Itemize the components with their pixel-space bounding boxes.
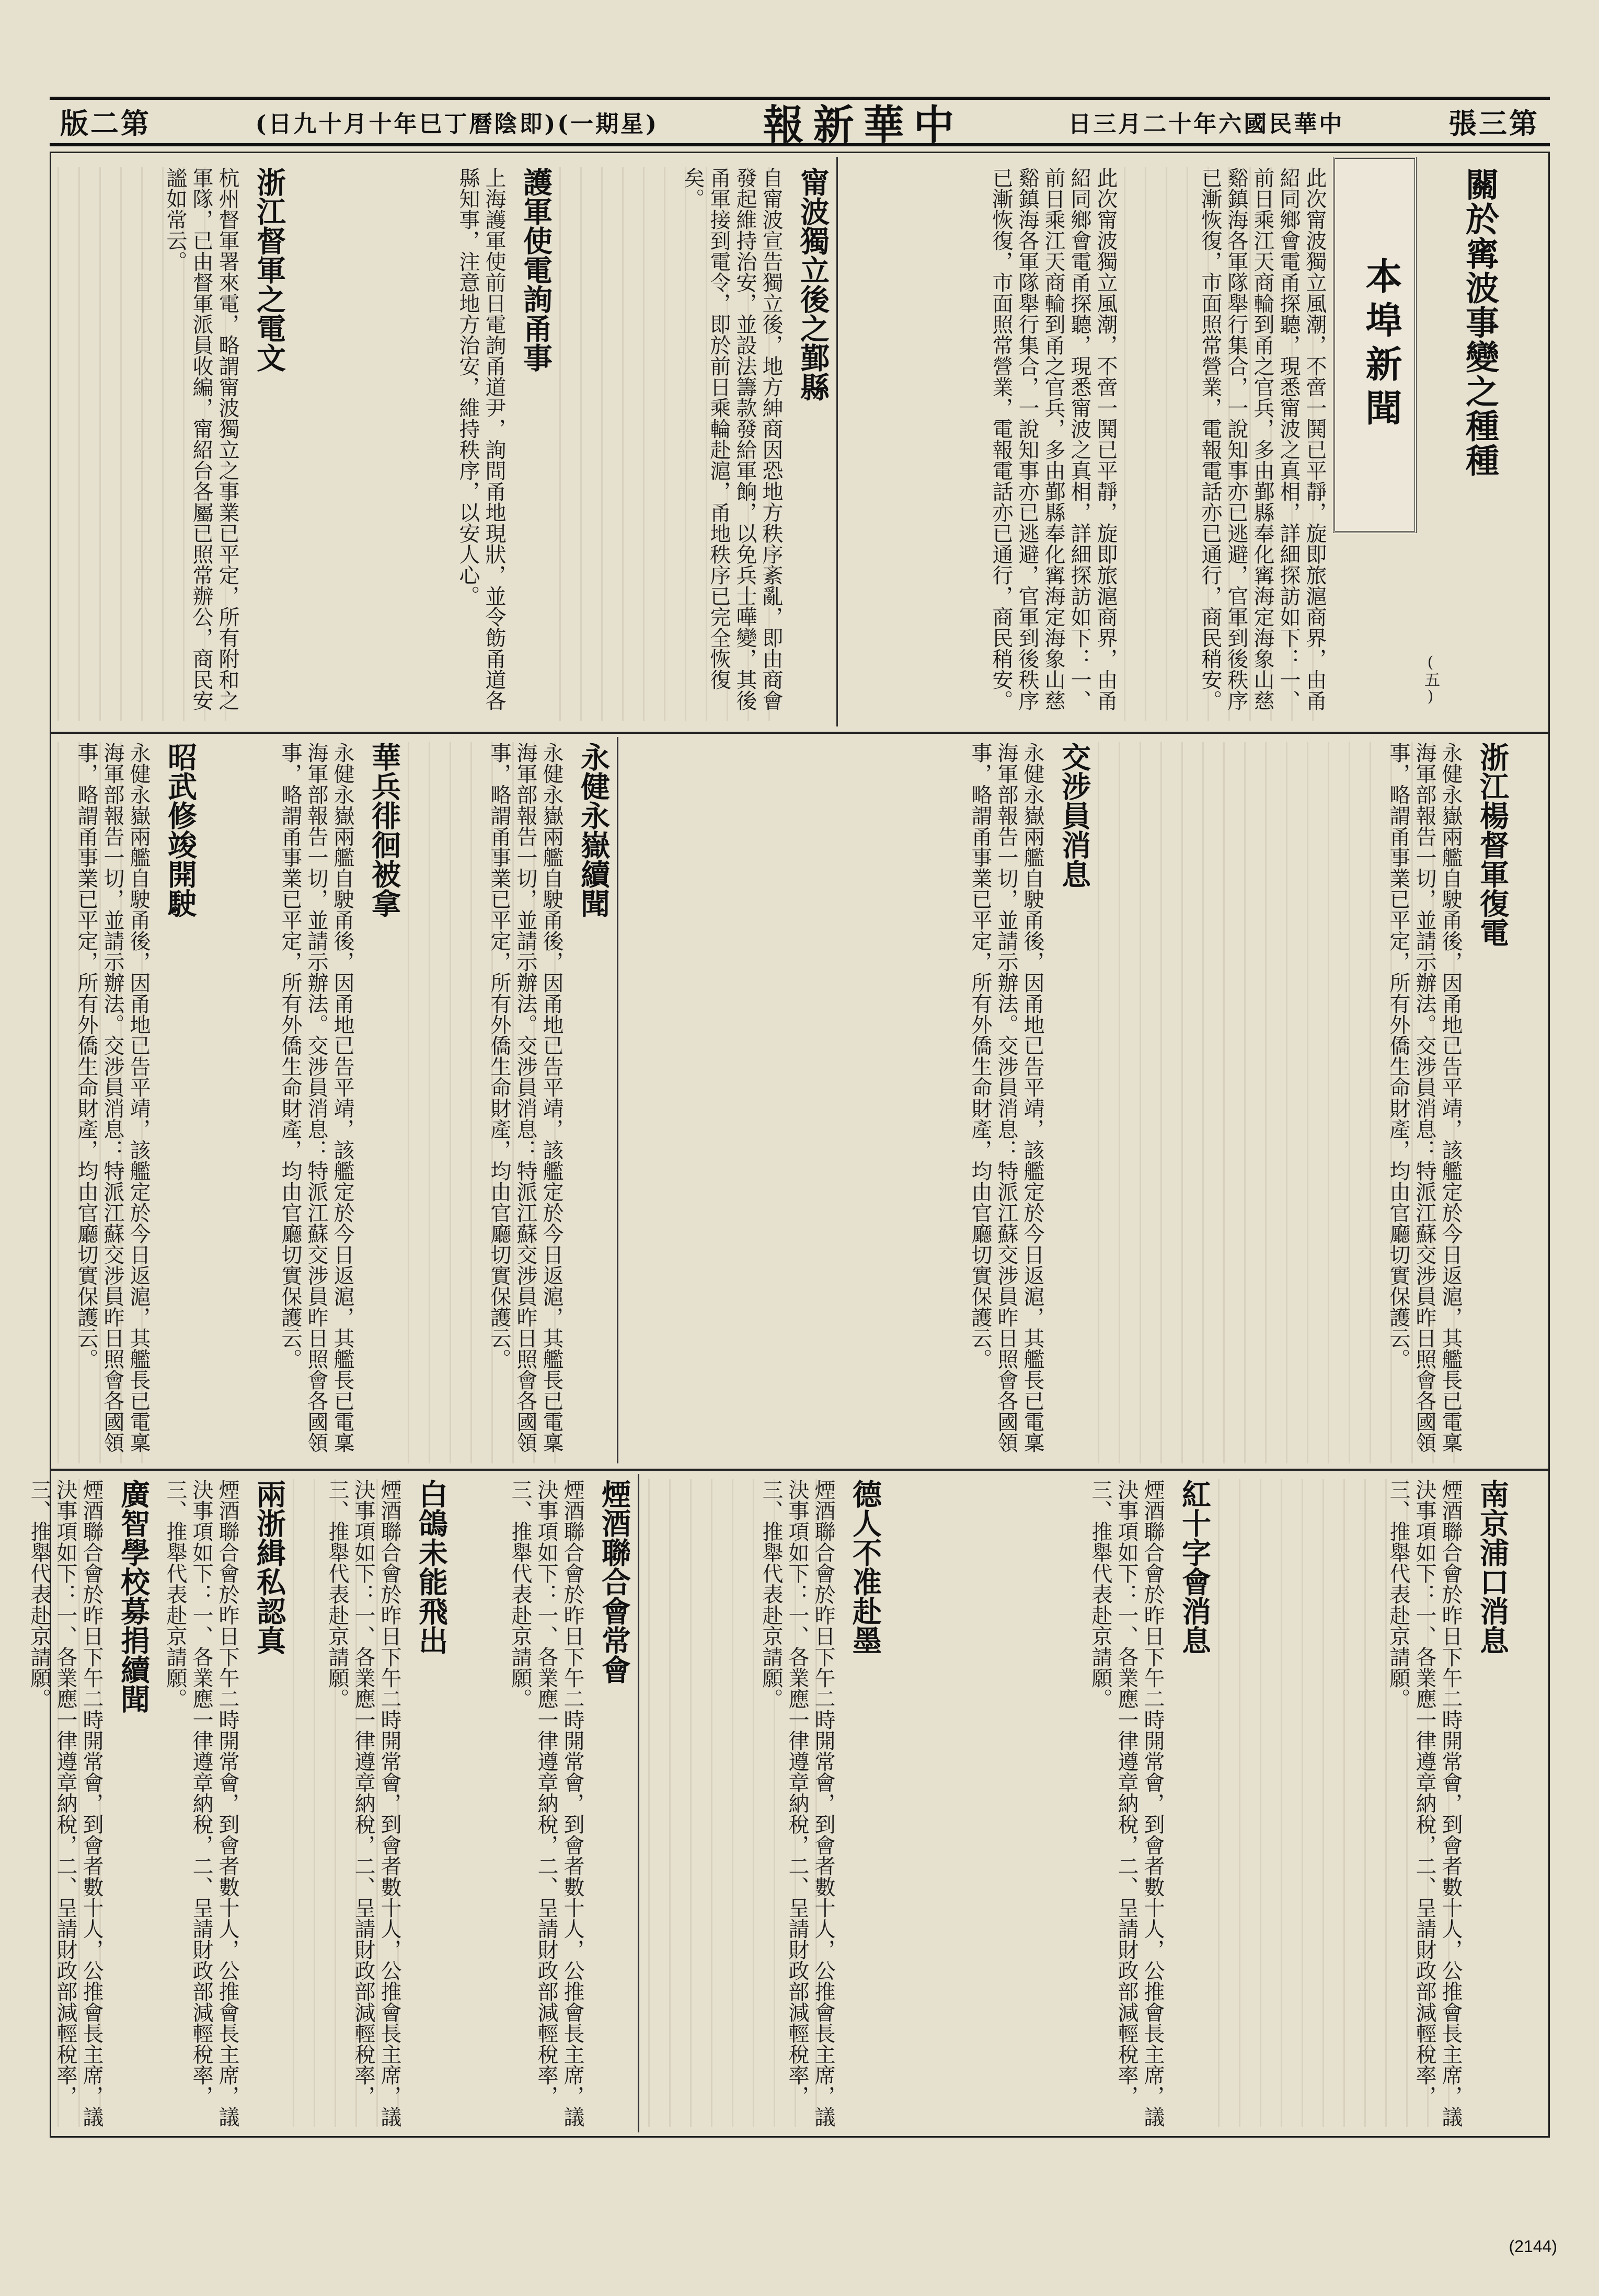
- mid-text-4: 永健永嶽兩艦自駛甬後，因甬地已告平靖，該艦定於今日返滬，其艦長已電稟海軍部報告一切，並請示辦法。交涉員消息：特派江蘇交涉員昨日照會各國領事，略謂甬事業已平定，所有外僑生命財產，均由官廳切實保護云。: [278, 742, 354, 1453]
- main-headline-sub: (五): [1421, 653, 1440, 706]
- bottom-headline-3: 德人不准赴墨: [848, 1479, 882, 1655]
- mid-headline-5: 昭武修竣開駛: [163, 742, 198, 918]
- mid-text-5: 永健永嶽兩艦自駛甬後，因甬地已告平靖，該艦定於今日返滬，其艦長已電稟海軍部報告一切，並請示辦法。交涉員消息：特派江蘇交涉員昨日照會各國領事，略謂甬事業已平定，所有外僑生命財產，均由官廳切實保護云。: [57, 742, 152, 1463]
- bottom-text-2: 煙酒聯合會於昨日下午二時開常會，到會者數十人，公推會長主席，議決事項如下：一、各業應一律遵章納稅，二、呈請財政部減輕稅率，三、推舉代表赴京請願。: [1088, 1479, 1165, 2127]
- main-headline: 關於寗波事變之種種: [1460, 167, 1499, 478]
- date-left: (日九十月十年巳丁曆陰即)(一期星): [255, 110, 659, 137]
- bottom-text-1: 煙酒聯合會於昨日下午二時開常會，到會者數十人，公推會長主席，議決事項如下：一、各業應一律遵章納稅，二、呈請財政部減輕稅率，三、推舉代表赴京請願。: [1218, 1479, 1464, 2127]
- main-article-text-cont: 此次甯波獨立風潮，不啻一鬨已平靜，旋即旅滬商界，由甬紹同鄉會電甬探聽，現悉甯波之真相，詳細探訪如下：一、前日乘江天商輪到甬之官兵，多由鄞縣奉化寗海定海象山慈谿鎮海各軍隊舉行集合，一說知事亦已逃避，官軍到後秩序已漸恢復，市面照常營業，電報電話亦已通行，商民稍安。: [989, 167, 1118, 711]
- mid-text-2: 永健永嶽兩艦自駛甬後，因甬地已告平靖，該艦定於今日返滬，其艦長已電稟海軍部報告一切，並請示辦法。交涉員消息：特派江蘇交涉員昨日照會各國領事，略謂甬事業已平定，所有外僑生命財產，均由官廳切實保護云。: [968, 742, 1044, 1453]
- main-article-text: 此次甯波獨立風潮，不啻一鬨已平靜，旋即旅滬商界，由甬紹同鄉會電甬探聽，現悉甯波之真相，詳細探訪如下：一、前日乘江天商輪到甬之官兵，多由鄞縣奉化寗海定海象山慈谿鎮海各軍隊舉行集合，一說知事亦已逃避，官軍到後秩序已漸恢復，市面照常營業，電報電話亦已通行，商民稍安。: [1124, 167, 1328, 721]
- bottom-headline-7: 廣智學校募捐續聞: [116, 1479, 151, 1713]
- bottom-text-6: 煙酒聯合會於昨日下午二時開常會，到會者數十人，公推會長主席，議決事項如下：一、各業應一律遵章納稅，二、呈請財政部減輕稅率，三、推舉代表赴京請願。: [163, 1479, 239, 2127]
- bottom-text-4: 煙酒聯合會於昨日下午二時開常會，到會者數十人，公推會長主席，議決事項如下：一、各業應一律遵章納稅，二、呈請財政部減輕稅率，三、推舉代表赴京請願。: [508, 1479, 584, 2127]
- col2-headline: 甯波獨立後之鄞縣: [796, 167, 830, 401]
- rule-bottom-1: [638, 1474, 639, 2132]
- mid-headline-4: 華兵徘徊被拿: [367, 742, 401, 918]
- col4-headline: 浙江督軍之電文: [252, 167, 286, 372]
- col3-text: 上海護軍使前日電詢甬道尹，詢問甬地現狀，並令飭甬道各縣知事，注意地方治安，維持秩序，以安人心。: [456, 167, 506, 711]
- bottom-text-3: 煙酒聯合會於昨日下午二時開常會，到會者數十人，公推會長主席，議決事項如下：一、各業應一律遵章納稅，二、呈請財政部減輕稅率，三、推舉代表赴京請願。: [648, 1479, 836, 2127]
- bottom-text-7: 煙酒聯合會於昨日下午二時開常會，到會者數十人，公推會長主席，議決事項如下：一、各業應一律遵章納稅，二、呈請財政部減輕稅率，三、推舉代表赴京請願。: [27, 1479, 103, 2127]
- bottom-headline-5: 白鴿未能飛出: [414, 1479, 448, 1655]
- page-label-right: 張三第: [1448, 107, 1539, 140]
- rule-top-1: [836, 157, 838, 726]
- rule-mid-1: [617, 737, 618, 1463]
- col4-text: 杭州督軍署來電，略謂甯波獨立之事業已平定，所有附和之軍隊，已由督軍派員收編，甯紹台各屬已照常辦公，商民安謐如常云。: [57, 167, 240, 721]
- bottom-headline-4: 煙酒聯合會常會: [597, 1479, 631, 1684]
- bottom-headline-2: 紅十字會消息: [1177, 1479, 1212, 1655]
- bottom-headline-6: 兩浙緝私認真: [252, 1479, 286, 1655]
- newspaper-title: 報新華中: [763, 101, 964, 149]
- divider-top: [50, 732, 1550, 734]
- masthead: [50, 97, 1550, 149]
- mid-headline-3: 永健永嶽續聞: [576, 742, 611, 918]
- section-title: 本埠新聞: [1333, 157, 1417, 533]
- page-number: (2144): [1509, 2237, 1557, 2256]
- mid-text-3: 永健永嶽兩艦自駛甬後，因甬地已告平靖，該艦定於今日返滬，其艦長已電稟海軍部報告一切，並請示辦法。交涉員消息：特派江蘇交涉員昨日照會各國領事，略謂甬事業已平定，所有外僑生命財產，均由官廳切實保護云。: [408, 742, 565, 1463]
- divider-middle: [50, 1469, 1550, 1471]
- date-right: 日三月二十年六國民華中: [1068, 110, 1344, 137]
- bottom-headline-1: 南京浦口消息: [1475, 1479, 1510, 1655]
- mid-headline-2: 交涉員消息: [1057, 742, 1091, 889]
- page-label-left: 版二第: [60, 107, 151, 140]
- col2-text: 自甯波宣告獨立後，地方紳商因恐地方秩序紊亂，即由商會發起維持治安，並設法籌款發給軍餉，以免兵士嘩變，其後甬軍接到電令，即於前日乘輪赴滬，甬地秩序已完全恢復矣。: [559, 167, 784, 721]
- bottom-text-5: 煙酒聯合會於昨日下午二時開常會，到會者數十人，公推會長主席，議決事項如下：一、各業應一律遵章納稅，二、呈請財政部減輕稅率，三、推舉代表赴京請願。: [293, 1479, 402, 2127]
- mid-headline-1: 浙江楊督軍復電: [1475, 742, 1510, 947]
- mid-text-1: 永健永嶽兩艦自駛甬後，因甬地已告平靖，該艦定於今日返滬，其艦長已電稟海軍部報告一切，並請示辦法。交涉員消息：特派江蘇交涉員昨日照會各國領事，略謂甬事業已平定，所有外僑生命財產，均由官廳切實保護云。: [1098, 742, 1464, 1463]
- col3-headline: 護軍使電詢甬事: [519, 167, 553, 372]
